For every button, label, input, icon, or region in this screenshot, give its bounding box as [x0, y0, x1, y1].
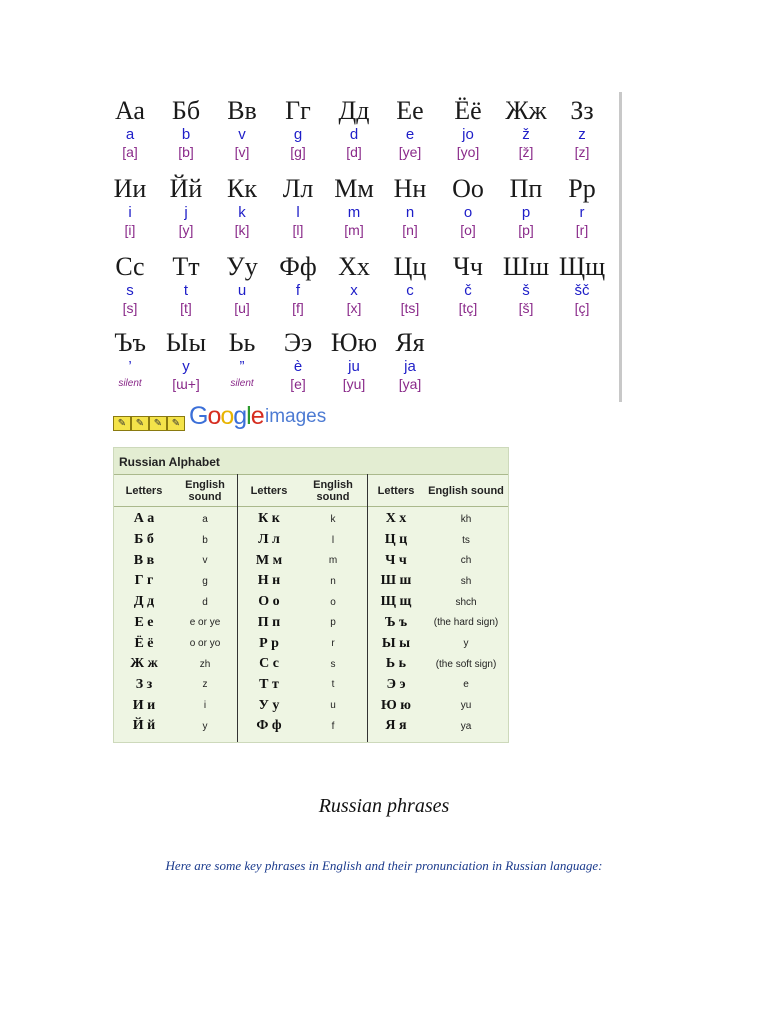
- table-row: [114, 571, 508, 592]
- google-logo: [189, 402, 264, 430]
- letter-cell: У у: [258, 697, 280, 713]
- sound-cell: l: [331, 534, 335, 546]
- pronunciation: [ye]: [398, 144, 422, 160]
- header-sound-1: English sound: [185, 479, 225, 503]
- russian-alphabet-table: [113, 447, 509, 743]
- alphabet-cell: [498, 174, 554, 239]
- cyrillic-letter: Аа: [115, 96, 145, 125]
- letter-cell: Ъ ъ: [384, 614, 408, 630]
- alphabet-cell: [270, 96, 326, 161]
- letter-cell: Е е: [134, 614, 154, 630]
- pronunciation: [yu]: [342, 376, 366, 392]
- alphabet-cell: [498, 252, 554, 317]
- pronunciation: [x]: [346, 300, 362, 316]
- transliteration: f: [295, 282, 301, 299]
- cyrillic-letter: Чч: [453, 252, 483, 281]
- pronunciation: [d]: [346, 144, 362, 160]
- transliteration: ja: [404, 358, 416, 375]
- section-intro: Here are some key phrases in English and their pronunciation in Russian language:: [165, 858, 603, 873]
- alphabet-cell: [158, 174, 214, 239]
- header-letters-3: Letters: [377, 485, 415, 497]
- sound-cell: i: [203, 700, 207, 712]
- sound-cell: y: [202, 720, 208, 732]
- table-header-row: [114, 474, 508, 507]
- transliteration: v: [238, 126, 246, 143]
- alphabet-cell: [270, 252, 326, 317]
- cyrillic-letter: Гг: [285, 96, 311, 125]
- letter-cell: Л л: [258, 532, 280, 548]
- transliteration: e: [405, 126, 415, 143]
- letter-cell: З з: [135, 676, 153, 692]
- image-border: [619, 92, 622, 402]
- pencil-flag-icon: ✎: [131, 416, 149, 431]
- transliteration: y: [182, 358, 190, 375]
- alphabet-cell: [382, 96, 438, 161]
- cyrillic-letter: Пп: [509, 174, 543, 203]
- pronunciation: silent: [230, 378, 254, 389]
- transliteration: g: [293, 126, 303, 143]
- alphabet-cell: [102, 174, 158, 239]
- google-logo-letter: g: [233, 402, 247, 430]
- letter-cell: Х х: [385, 511, 407, 527]
- pronunciation: [m]: [344, 222, 364, 238]
- sound-cell: p: [330, 617, 336, 629]
- transliteration: s: [126, 282, 134, 299]
- sound-cell: ya: [460, 720, 472, 732]
- alphabet-cell: [554, 252, 610, 317]
- header-sound-2: English sound: [313, 479, 353, 503]
- letter-cell: А а: [133, 511, 155, 527]
- pencil-flag-icon: ✎: [149, 416, 167, 431]
- cyrillic-letter: Ёё: [454, 96, 482, 125]
- alphabet-cell: [214, 328, 270, 393]
- google-logo-letter: o: [207, 402, 221, 430]
- letter-cell: Э э: [386, 676, 406, 692]
- letter-cell: В в: [133, 552, 155, 568]
- letter-cell: Ь ь: [385, 656, 407, 672]
- sound-cell: (the soft sign): [435, 658, 497, 670]
- letter-cell: Ц ц: [384, 532, 408, 548]
- cyrillic-letter: Жж: [505, 96, 547, 125]
- sound-cell: shch: [455, 596, 477, 608]
- sound-cell: ts: [462, 534, 470, 546]
- sound-cell: u: [330, 700, 336, 712]
- cyrillic-letter: Ьь: [228, 328, 256, 357]
- alphabet-cell: [440, 252, 496, 317]
- transliteration: j: [184, 204, 188, 221]
- transliteration: l: [296, 204, 300, 221]
- pronunciation: [o]: [460, 222, 476, 238]
- sound-cell: s: [330, 658, 336, 670]
- pronunciation: [n]: [402, 222, 418, 238]
- header-divider: [114, 506, 508, 507]
- cyrillic-letter: Нн: [393, 174, 427, 203]
- pronunciation: [k]: [234, 222, 250, 238]
- alphabet-cell: [440, 96, 496, 161]
- sound-cell: k: [330, 513, 336, 525]
- letter-cell: Ы ы: [381, 635, 411, 651]
- sound-cell: z: [202, 679, 208, 691]
- table-row: [114, 613, 508, 634]
- sound-cell: r: [331, 638, 335, 650]
- cyrillic-letter: Тт: [172, 252, 200, 281]
- pronunciation: [r]: [575, 222, 589, 238]
- transliteration: ž: [522, 126, 530, 143]
- letter-cell: П п: [257, 614, 281, 630]
- table-row: [114, 592, 508, 613]
- pronunciation: [tç]: [458, 300, 478, 316]
- sound-cell: kh: [460, 513, 472, 525]
- sound-cell: sh: [460, 575, 472, 587]
- transliteration: c: [406, 282, 414, 299]
- cyrillic-letter: Фф: [279, 252, 317, 281]
- transliteration: š: [522, 282, 530, 299]
- alphabet-cell: [382, 252, 438, 317]
- transliteration: d: [349, 126, 359, 143]
- transliteration: šč: [574, 282, 590, 299]
- letter-cell: Й й: [132, 718, 156, 734]
- alphabet-cell: [554, 174, 610, 239]
- pronunciation: [p]: [518, 222, 534, 238]
- sound-cell: (the hard sign): [433, 617, 499, 629]
- alphabet-cell: [498, 96, 554, 161]
- transliteration: p: [521, 204, 531, 221]
- transliteration: o: [463, 204, 473, 221]
- pronunciation: [ç]: [574, 300, 590, 316]
- pronunciation: [ts]: [400, 300, 420, 316]
- sound-cell: zh: [199, 658, 211, 670]
- header-letters-1: Letters: [125, 485, 163, 497]
- sound-cell: d: [202, 596, 208, 608]
- transliteration: i: [128, 204, 132, 221]
- table-row: [114, 550, 508, 571]
- pronunciation: [a]: [122, 144, 138, 160]
- google-logo-letter: G: [189, 402, 208, 430]
- pronunciation: [ž]: [518, 144, 534, 160]
- table-row: [114, 695, 508, 716]
- pronunciation: [y]: [178, 222, 194, 238]
- transliteration: t: [183, 282, 189, 299]
- letter-cell: Ё ё: [134, 635, 154, 651]
- sound-cell: f: [331, 720, 335, 732]
- cyrillic-letter: Оо: [452, 174, 484, 203]
- letter-cell: Ж ж: [130, 656, 158, 672]
- cyrillic-letter: Кк: [227, 174, 257, 203]
- cyrillic-letter: Ыы: [165, 328, 207, 357]
- table-row: [114, 675, 508, 696]
- transliteration: m: [347, 204, 361, 221]
- sound-cell: ch: [460, 555, 472, 567]
- transliteration: u: [237, 282, 247, 299]
- pronunciation: [u]: [234, 300, 250, 316]
- pronunciation: [t]: [180, 300, 192, 316]
- cyrillic-letter: Шш: [502, 252, 550, 281]
- cyrillic-letter: Щщ: [558, 252, 606, 281]
- cyrillic-letter: Ии: [113, 174, 147, 203]
- sound-cell: e or ye: [189, 617, 221, 629]
- table-title: Russian Alphabet: [114, 448, 508, 474]
- sound-cell: e: [463, 679, 469, 691]
- pronunciation: [b]: [178, 144, 194, 160]
- cyrillic-letter: Йй: [169, 174, 203, 203]
- alphabet-cell: [102, 96, 158, 161]
- letter-cell: О о: [258, 594, 280, 610]
- pronunciation: [s]: [122, 300, 138, 316]
- letter-cell: Г г: [134, 573, 154, 589]
- letter-cell: Н н: [257, 573, 281, 589]
- letter-cell: М м: [255, 552, 283, 568]
- pronunciation: [f]: [292, 300, 304, 316]
- sound-cell: o: [330, 596, 336, 608]
- pronunciation: silent: [118, 378, 142, 389]
- alphabet-cell: [102, 328, 158, 393]
- alphabet-cell: [270, 328, 326, 393]
- alphabet-cell: [214, 252, 270, 317]
- alphabet-cell: [158, 328, 214, 393]
- pronunciation: [z]: [574, 144, 590, 160]
- cyrillic-letter: Уу: [226, 252, 258, 281]
- sound-cell: m: [328, 555, 338, 567]
- pencil-flag-icon: ✎: [113, 416, 131, 431]
- sound-cell: yu: [460, 700, 472, 712]
- table-row: [114, 654, 508, 675]
- sound-cell: g: [202, 575, 208, 587]
- sound-cell: b: [202, 534, 208, 546]
- transliteration: è: [293, 358, 303, 375]
- pronunciation: [v]: [234, 144, 250, 160]
- section-heading: Russian phrases: [318, 795, 450, 817]
- cyrillic-letter: Зз: [570, 96, 594, 125]
- transliteration: ju: [348, 358, 360, 375]
- letter-cell: Б б: [134, 532, 154, 548]
- alphabet-chart-image: [110, 92, 620, 402]
- pronunciation: [e]: [290, 376, 306, 392]
- transliteration: n: [405, 204, 415, 221]
- pronunciation: [ɯ+]: [172, 376, 200, 392]
- cyrillic-letter: Сс: [115, 252, 145, 281]
- alphabet-cell: [102, 252, 158, 317]
- header-letters-2: Letters: [250, 485, 288, 497]
- letter-cell: К к: [258, 511, 280, 527]
- letter-cell: Т т: [259, 676, 279, 692]
- alphabet-cell: [382, 328, 438, 393]
- sound-cell: v: [202, 555, 208, 567]
- letter-cell: С с: [259, 656, 279, 672]
- sound-cell: n: [330, 575, 336, 587]
- transliteration: z: [578, 126, 586, 143]
- google-logo-letter: l: [246, 402, 251, 430]
- transliteration: ”: [239, 358, 245, 375]
- pencil-flag-icon: ✎: [167, 416, 185, 431]
- transliteration: č: [464, 282, 472, 299]
- alphabet-cell: [326, 252, 382, 317]
- alphabet-cell: [158, 252, 214, 317]
- cyrillic-letter: Дд: [338, 96, 370, 125]
- images-label: images: [265, 406, 327, 427]
- cyrillic-letter: Ээ: [283, 328, 313, 357]
- pronunciation: [g]: [290, 144, 306, 160]
- table-row: [114, 716, 508, 737]
- letter-cell: Ф ф: [256, 718, 282, 734]
- sound-cell: t: [331, 679, 335, 691]
- transliteration: b: [181, 126, 191, 143]
- cyrillic-letter: Вв: [227, 96, 257, 125]
- transliteration: r: [579, 204, 585, 221]
- letter-cell: Ш ш: [380, 573, 412, 589]
- letter-cell: Ч ч: [385, 552, 407, 568]
- alphabet-cell: [554, 96, 610, 161]
- letter-cell: Щ щ: [380, 594, 412, 610]
- table-row: [114, 633, 508, 654]
- alphabet-cell: [214, 96, 270, 161]
- cyrillic-letter: Яя: [395, 328, 425, 357]
- cyrillic-letter: Лл: [282, 174, 314, 203]
- letter-cell: И и: [132, 697, 156, 713]
- cyrillic-letter: Ъъ: [114, 328, 146, 357]
- transliteration: x: [350, 282, 358, 299]
- pronunciation: [i]: [124, 222, 136, 238]
- cyrillic-letter: Мм: [334, 174, 374, 203]
- pronunciation: [yo]: [456, 144, 480, 160]
- sound-cell: y: [463, 638, 469, 650]
- letter-cell: Д д: [133, 594, 155, 610]
- transliteration: jo: [462, 126, 474, 143]
- cyrillic-letter: Хх: [338, 252, 370, 281]
- google-logo-letter: o: [220, 402, 234, 430]
- google-images-banner: [113, 400, 353, 434]
- cyrillic-letter: Ее: [396, 96, 424, 125]
- letter-cell: Я я: [385, 718, 407, 734]
- sound-cell: a: [202, 513, 208, 525]
- alphabet-cell: [214, 174, 270, 239]
- alphabet-cell: [326, 174, 382, 239]
- alphabet-cell: [326, 96, 382, 161]
- sound-cell: o or yo: [189, 638, 221, 650]
- pronunciation: [š]: [518, 300, 534, 316]
- alphabet-cell: [158, 96, 214, 161]
- pronunciation: [l]: [292, 222, 304, 238]
- transliteration: a: [125, 126, 135, 143]
- transliteration: ’: [128, 358, 132, 375]
- cyrillic-letter: Юю: [330, 328, 378, 357]
- cyrillic-letter: Цц: [393, 252, 427, 281]
- cyrillic-letter: Бб: [171, 96, 201, 125]
- alphabet-cell: [326, 328, 382, 393]
- cyrillic-letter: Рр: [568, 174, 596, 203]
- letter-cell: Ю ю: [381, 697, 411, 713]
- table-row: [114, 530, 508, 551]
- google-logo-letter: e: [250, 402, 264, 430]
- alphabet-cell: [270, 174, 326, 239]
- alphabet-cell: [440, 174, 496, 239]
- transliteration: k: [238, 204, 246, 221]
- alphabet-cell: [382, 174, 438, 239]
- letter-cell: Р р: [259, 635, 279, 651]
- header-sound-3: English sound: [428, 485, 504, 497]
- pronunciation: [ya]: [398, 376, 422, 392]
- table-row: [114, 509, 508, 530]
